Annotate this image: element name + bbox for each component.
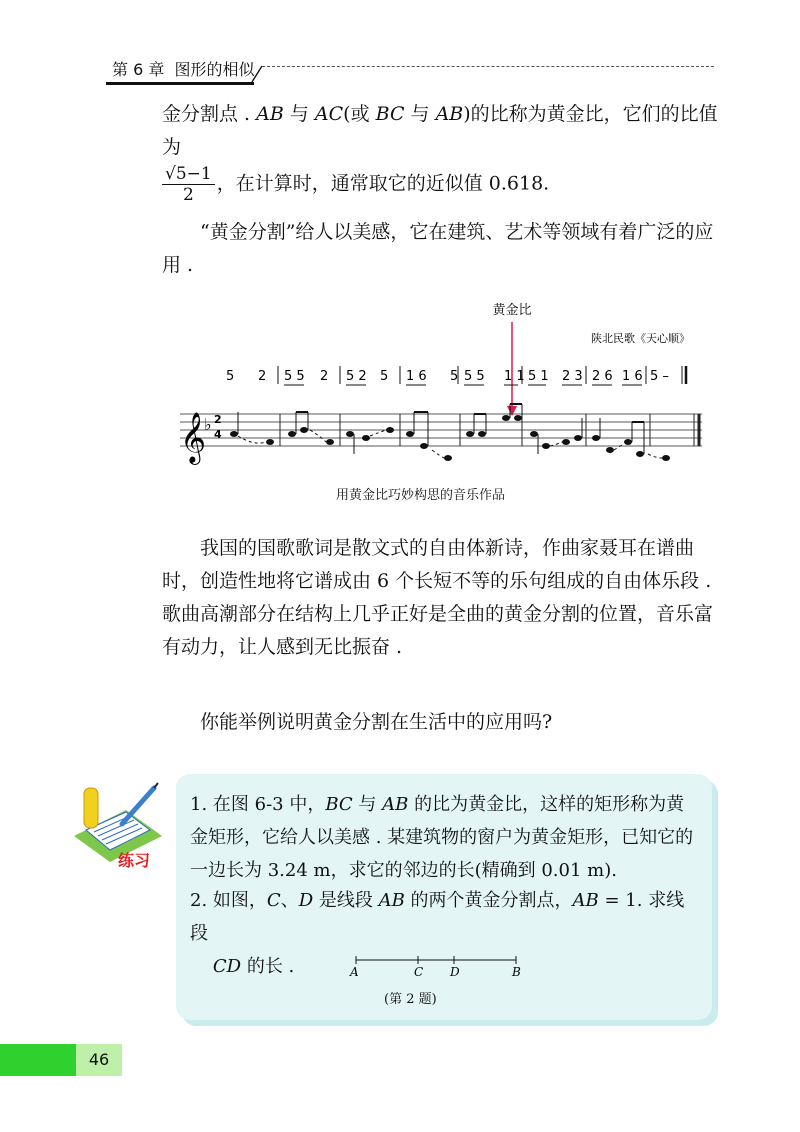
jianpu-note: 5 2 bbox=[346, 369, 367, 384]
chapter-number: 第 6 章 bbox=[112, 60, 165, 79]
exercise-notebook-icon bbox=[70, 780, 168, 870]
jianpu-note: 5 bbox=[380, 369, 389, 384]
chapter-header bbox=[112, 57, 255, 80]
page-number-bar bbox=[0, 1044, 76, 1076]
note-stems bbox=[238, 404, 644, 454]
exercise-label: 练习 bbox=[118, 851, 151, 870]
jianpu-note: 2 6 bbox=[592, 369, 613, 384]
exercise-figure-caption: (第 2 题) bbox=[384, 992, 437, 1007]
music-score-figure bbox=[170, 296, 730, 476]
golden-ratio-fraction: $\frac{√5-1}{2}$ bbox=[162, 164, 215, 205]
staff-lines bbox=[180, 414, 702, 446]
page-number: 46 bbox=[76, 1044, 122, 1076]
jianpu-note: 5 – bbox=[650, 369, 669, 384]
jianpu-note: 5 5 bbox=[464, 369, 485, 384]
paragraph-applications: “黄金分割”给人以美感，它在建筑、艺术等领域有着广泛的应用 . bbox=[162, 221, 714, 276]
jianpu-note: 2 bbox=[320, 369, 329, 384]
exercise-question-2: 2. 如图，C、D 是线段 AB 的两个黄金分割点，AB = 1. 求线段 CD 的长 . bbox=[190, 890, 685, 977]
point-label: A bbox=[350, 965, 359, 979]
slur-lines bbox=[238, 430, 662, 458]
treble-clef-icon: 𝄞 bbox=[180, 412, 207, 463]
header-dashed-line bbox=[262, 66, 714, 67]
segment-figure bbox=[344, 950, 534, 996]
jianpu-note: 5 bbox=[226, 369, 235, 384]
paragraph-national-anthem: 我国的国歌歌词是散文式的自由体新诗，作曲家聂耳在谱曲时，创造性地将它谱成由 6 个长短不等的乐句组成的自由体乐段 . 歌曲高潮部分在结构上几乎正好是全曲的黄金分割的位置，音乐富有动力，让人感到无比振奋 . bbox=[162, 537, 714, 658]
figure-caption: 用黄金比巧妙构思的音乐作品 bbox=[336, 488, 506, 503]
exercise-question-1: 1. 在图 6-3 中，BC 与 AB 的比为黄金比，这样的矩形称为黄金矩形，它给人以美感 . 某建筑物的窗户为黄金矩形，已知它的一边长为 3.24 m，求它的邻边的长(精确到 0.01 m). bbox=[190, 794, 694, 881]
point-label: C bbox=[414, 965, 424, 979]
jianpu-row bbox=[226, 369, 669, 384]
time-signature-top: 2 bbox=[214, 413, 222, 426]
jianpu-note: 5 1 bbox=[528, 369, 549, 384]
jianpu-note: 5 bbox=[450, 369, 459, 384]
jianpu-note: 1 1 bbox=[504, 369, 525, 384]
point-label: D bbox=[450, 965, 460, 979]
arrow-head bbox=[507, 406, 517, 416]
point-label: B bbox=[512, 965, 521, 979]
header-slant-mark bbox=[250, 56, 264, 84]
jianpu-note: 1 6 bbox=[622, 369, 643, 384]
jianpu-note: 2 bbox=[258, 369, 267, 384]
arrow-label: 黄金比 bbox=[492, 303, 532, 318]
question-text: 你能举例说明黄金分割在生活中的应用吗? bbox=[200, 711, 553, 733]
jianpu-note: 2 3 bbox=[562, 369, 583, 384]
jianpu-note: 5 5 bbox=[284, 369, 305, 384]
song-source: 陕北民歌《天心顺》 bbox=[591, 332, 690, 345]
chapter-title: 图形的相似 bbox=[174, 60, 255, 79]
flat-icon: ♭ bbox=[204, 415, 212, 434]
paragraph-golden-ratio: 金分割点 . AB 与 AC(或 BC 与 AB)的比称为黄金比，它们的比值为 $\frac{√5-1}{2}$ ，在计算时，通常取它的近似值 0.618. bbox=[162, 103, 718, 205]
jianpu-note: 1 6 bbox=[406, 369, 427, 384]
time-signature-bottom: 4 bbox=[214, 428, 222, 441]
